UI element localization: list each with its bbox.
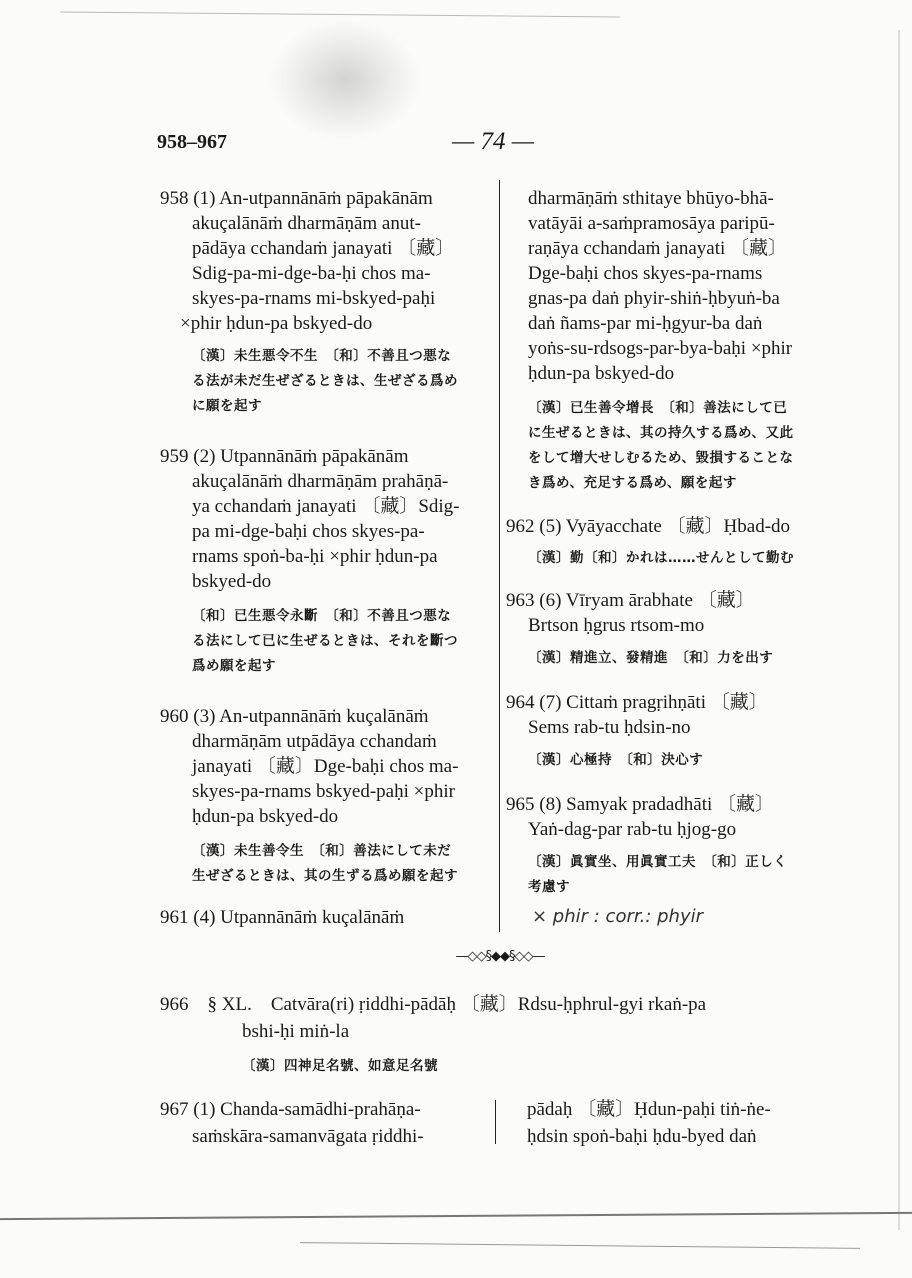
entry-959-line: ya cchandaṁ janayati 〔藏〕Sdig- [192,496,460,517]
column-divider [499,180,500,932]
entry-967-line: 967 (1) Chanda-samādhi-prahāṇa- [160,1099,421,1120]
entry-958-gloss: に願を起す [192,398,262,414]
entry-959-gloss: 爲め願を起す [192,658,276,674]
section-heading: 966 § XL. Catvāra(ri) ṛiddhi-pādāḥ 〔藏〕Rdsu-ḥphrul-gyi rkaṅ-pa [160,994,707,1015]
entry-961-line: Dge-baḥi chos skyes-pa-rnams [528,263,763,284]
entry-967-line: pādaḥ 〔藏〕Ḥdun-paḥi tiṅ-ṅe- [527,1099,771,1120]
column-divider-bottom [495,1100,496,1144]
entry-961-gloss: に生ぜるときは、其の持久する爲め、又此 [528,425,794,441]
entry-960-line: janayati 〔藏〕Dge-baḥi chos ma- [192,756,459,777]
entry-958-line: akuçalānāṁ dharmāṇām anut- [192,213,421,234]
entry-958-gloss: 〔漢〕未生悪令不生 〔和〕不善且つ悪な [192,348,452,364]
entry-960-line: skyes-pa-rnams bskyed-paḥi ×phir [192,781,455,802]
entry-959-line: bskyed-do [192,571,272,592]
entry-964-gloss: 〔漢〕心極持 〔和〕決心す [528,752,704,768]
scan-edge-right [898,30,900,1230]
entry-961-line: gnas-pa daṅ phyir-shiṅ-ḥbyuṅ-ba [528,288,780,309]
entry-960-gloss: 〔漢〕未生善令生 〔和〕善法にして未だ [192,843,452,859]
entry-962-gloss: 〔漢〕勤〔和〕かれは……せんとして勤む [528,550,794,566]
paper-stain [270,20,420,140]
section-gloss: 〔漢〕四神足名號、如意足名號 [242,1058,438,1074]
entry-959-line: pa mi-dge-baḥi chos skyes-pa- [192,521,425,542]
ornamental-divider: —◇◇§◆◆§◇◇— [455,949,545,964]
entry-961-line: daṅ ñams-par mi-ḥgyur-ba daṅ [528,313,763,334]
entry-965-gloss: 〔漢〕眞實坐、用眞實工夫 〔和〕正しく [528,854,788,870]
entry-965-line: Yaṅ-dag-par rab-tu ḥjog-go [528,819,737,840]
entry-965-gloss: 考慮す [528,879,570,895]
entry-961-gloss: をして增大せしむるため、毀損することな [528,450,794,466]
entry-965-line: 965 (8) Samyak pradadhāti 〔藏〕 [506,794,775,815]
entry-range: 958–967 [157,131,227,153]
entry-959-gloss: る法にして已に生ぜるときは、それを斷つ [192,633,458,649]
entry-961-line: dharmāṇāṁ sthitaye bhūyo-bhā- [528,188,774,209]
scan-edge-top [60,12,620,18]
entry-959-gloss: 〔和〕已生悪令永斷 〔和〕不善且つ悪な [192,608,452,624]
scan-edge-bottom-secondary [300,1242,860,1249]
entry-959-line: 959 (2) Utpannānāṁ pāpakānām [160,446,409,467]
entry-961-gloss: き爲め、充足する爲め、願を起す [528,475,737,491]
entry-967-line: saṁskāra-samanvāgata ṛiddhi- [192,1126,424,1147]
entry-958-line: 958 (1) An-utpannānāṁ pāpakānām [160,188,433,209]
page-number: — 74 — [452,128,534,155]
section-heading-continued: bshi-ḥi miṅ-la [242,1021,350,1042]
entry-961-line: ḥdun-pa bskyed-do [528,363,675,384]
entry-964-line: Sems rab-tu ḥdsin-no [528,717,691,738]
entry-960-line: 960 (3) An-utpannānāṁ kuçalānāṁ [160,706,429,727]
entry-960-line: ḥdun-pa bskyed-do [192,806,339,827]
entry-959-line: akuçalānāṁ dharmāṇām prahāṇā- [192,471,449,492]
entry-964-line: 964 (7) Cittaṁ pragṛihṇāti 〔藏〕 [506,692,768,713]
entry-959-line: rnams spoṅ-ba-ḥi ×phir ḥdun-pa [192,546,438,567]
entry-961-line: 961 (4) Utpannānāṁ kuçalānāṁ [160,907,405,928]
entry-958-gloss: る法が未だ生ぜざるときは、生ぜざる爲め [192,373,458,389]
entry-958-line: ×phir ḥdun-pa bskyed-do [180,313,373,334]
entry-961-line: vatāyāi a-saṁpramosāya paripū- [528,213,775,234]
entry-963-line: 963 (6) Vīryam ārabhate 〔藏〕 [506,590,755,611]
entry-967-line: ḥdsin spoṅ-baḥi ḥdu-byed daṅ [527,1126,757,1147]
entry-961-line: yoṅs-su-rdsogs-par-bya-baḥi ×phir [528,338,793,359]
entry-958-line: pādāya cchandaṁ janayati 〔藏〕 [192,238,455,259]
entry-961-gloss: 〔漢〕已生善令增長 〔和〕善法にして已 [528,400,788,416]
handwritten-correction: × phir : corr.: phyir [532,906,703,927]
entry-963-line: Brtson ḥgrus rtsom-mo [528,615,705,636]
entry-962-line: 962 (5) Vyāyacchate 〔藏〕Ḥbad-do [506,516,791,537]
entry-960-line: dharmāṇām utpādāya cchandaṁ [192,731,437,752]
entry-958-line: Sdig-pa-mi-dge-ba-ḥi chos ma- [192,263,431,284]
scan-edge-bottom [0,1212,912,1220]
entry-958-line: skyes-pa-rnams mi-bskyed-paḥi [192,288,436,309]
entry-961-line: raṇāya cchandaṁ janayati 〔藏〕 [528,238,788,259]
entry-963-gloss: 〔漢〕精進立、發精進 〔和〕力を出す [528,650,774,666]
entry-960-gloss: 生ぜざるときは、其の生ずる爲め願を起す [192,868,458,884]
